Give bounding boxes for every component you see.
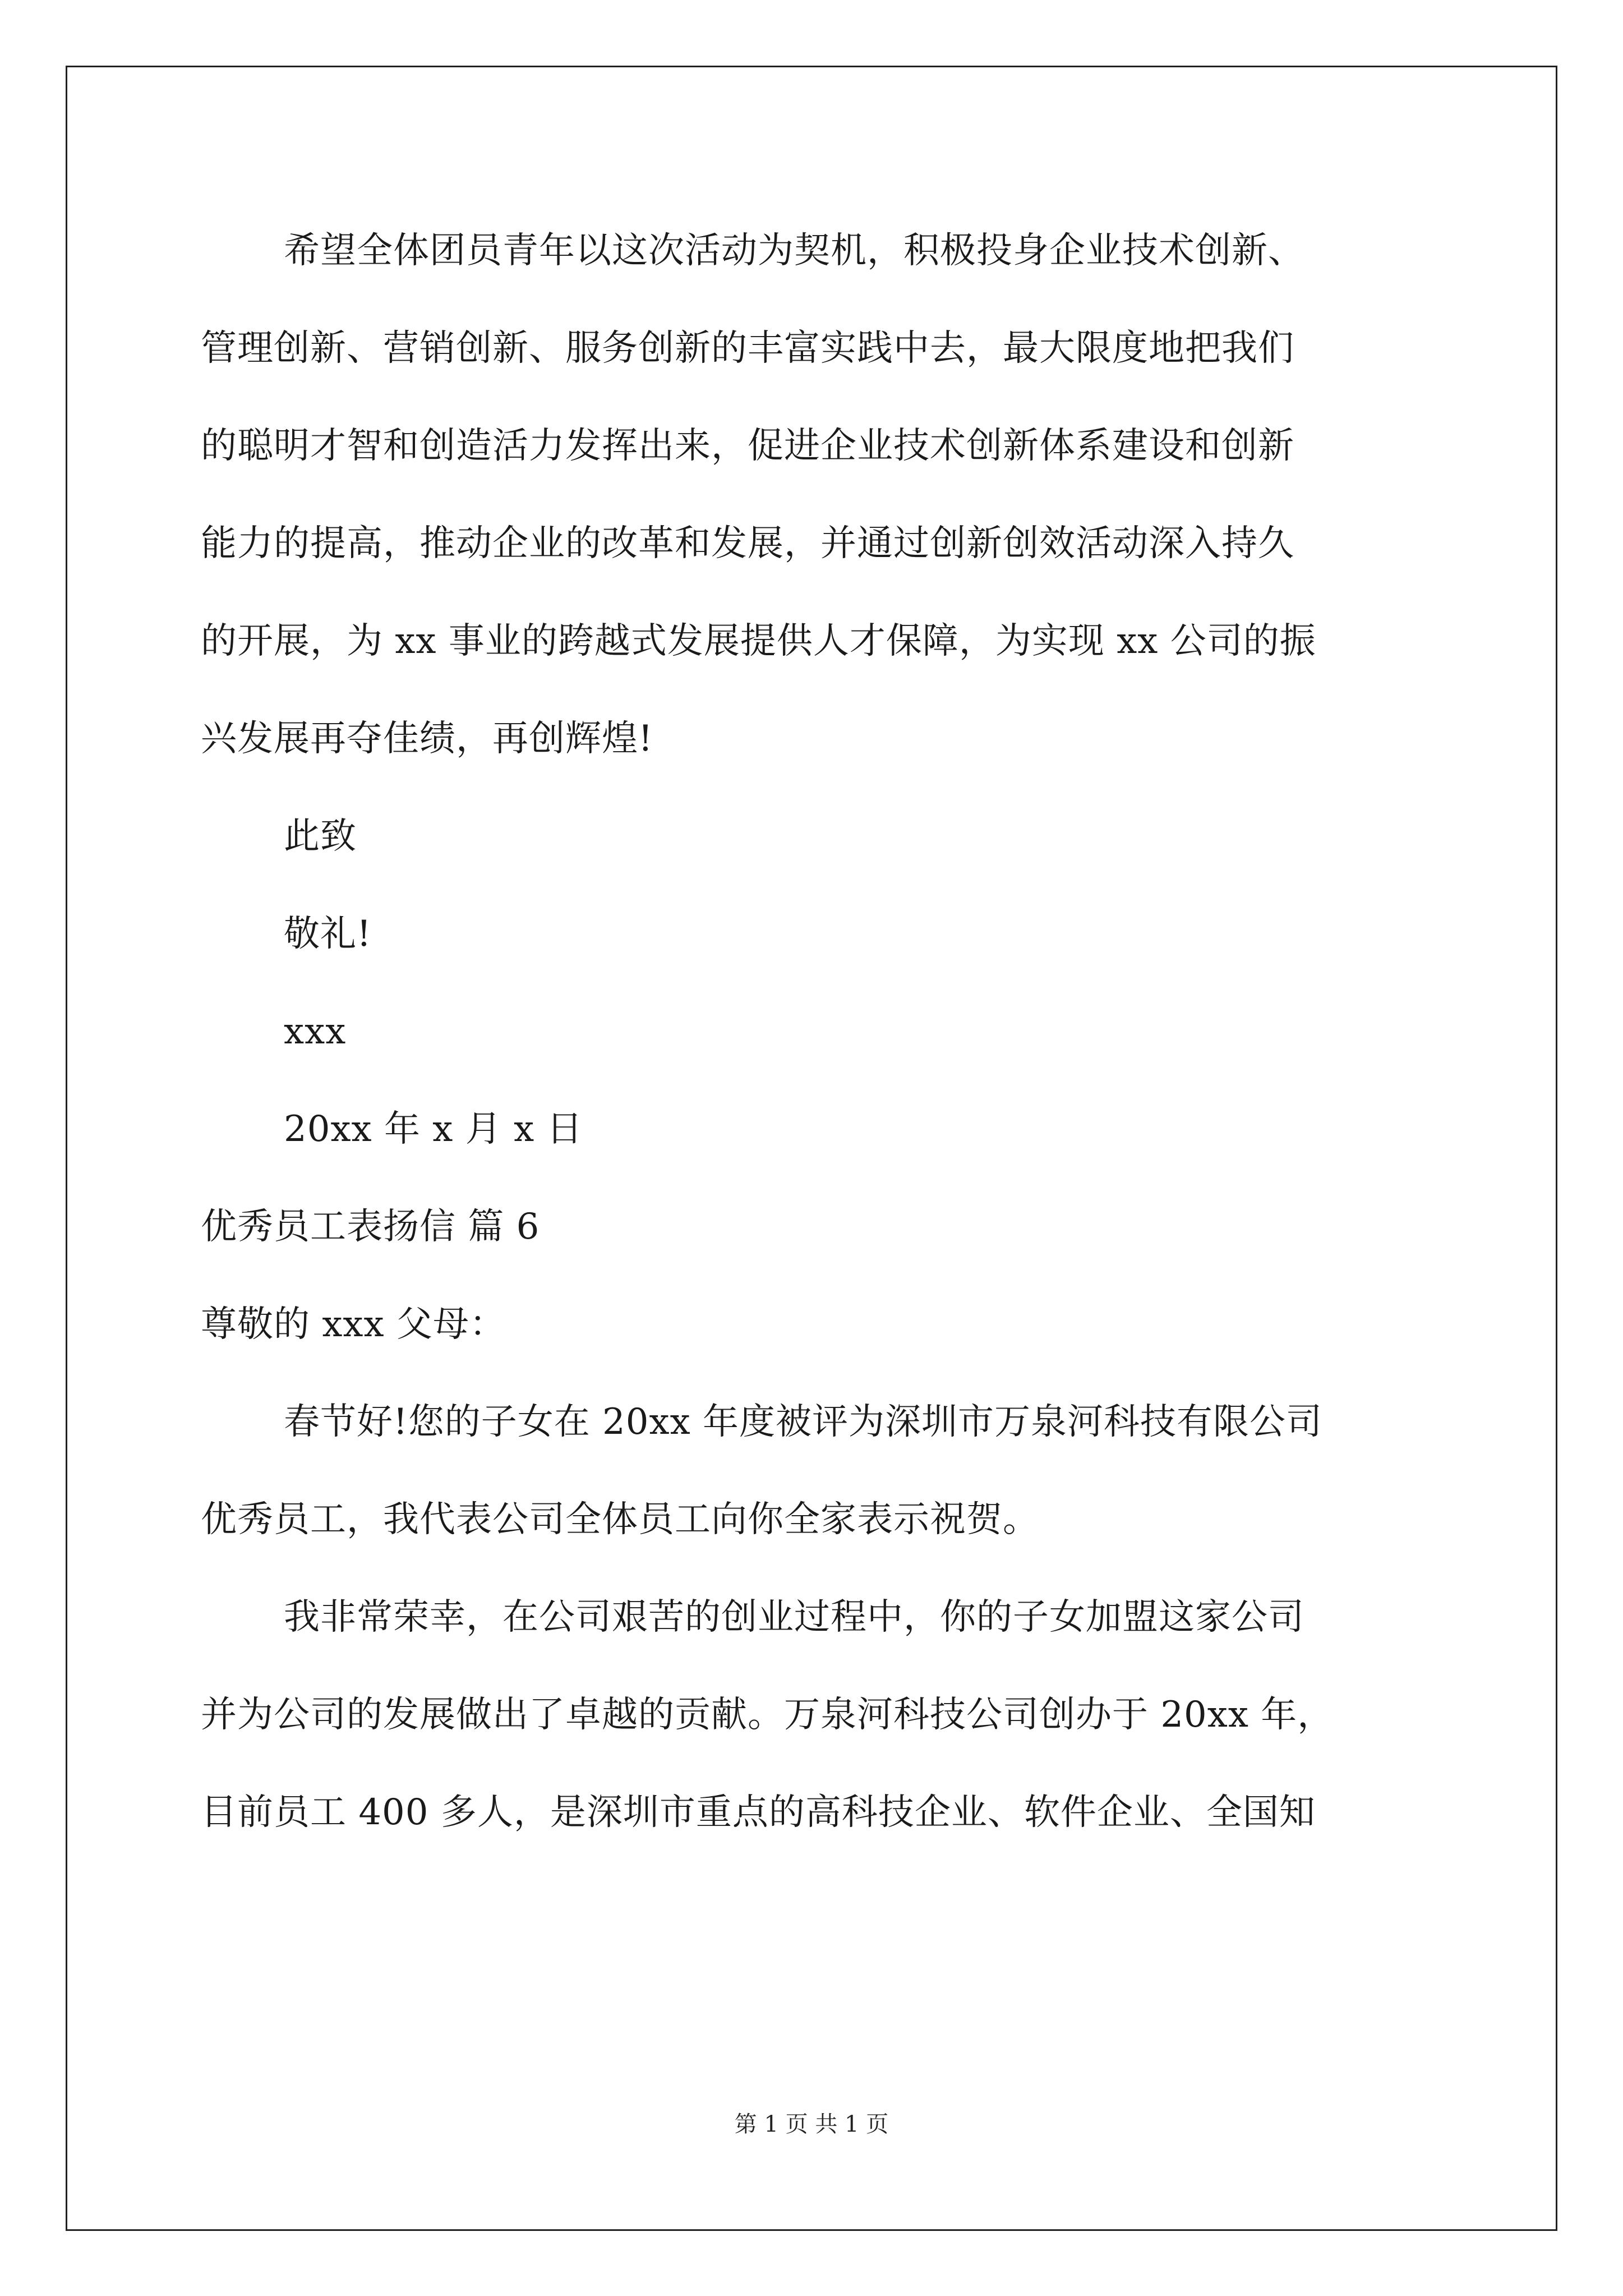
paragraph-closing-appeal <box>201 202 1423 788</box>
text-line: 兴发展再夺佳绩，再创辉煌! <box>201 718 653 760</box>
text-line: 我非常荣幸，在公司艰苦的创业过程中，你的子女加盟这家公司 <box>284 1596 1304 1638</box>
text-line: 并为公司的发展做出了卓越的贡献。万泉河科技公司创办于 20xx 年， <box>201 1694 1334 1736</box>
text-line: 的开展，为 xx 事业的跨越式发展提供人才保障，为实现 xx 公司的振 <box>201 620 1316 662</box>
letter-greeting: 尊敬的 xxx 父母： <box>201 1304 506 1345</box>
text-line: 管理创新、营销创新、服务创新的丰富实践中去，最大限度地把我们 <box>201 328 1294 369</box>
text-line: 春节好!您的子女在 20xx 年度被评为深圳市万泉河科技有限公司 <box>284 1401 1323 1443</box>
section-heading: 优秀员工表扬信 篇 6 <box>201 1206 540 1248</box>
page-number-footer: 第 1 页 共 1 页 <box>734 2111 889 2137</box>
text-line: 能力的提高，推动企业的改革和发展，并通过创新创效活动深入持久 <box>201 523 1294 564</box>
paragraph-company-intro <box>201 1568 1423 1861</box>
text-line: 优秀员工，我代表公司全体员工向你全家表示祝贺。 <box>201 1499 1039 1540</box>
closing-salutation: 此致 <box>284 816 357 857</box>
paragraph-congratulation <box>201 1373 1423 1568</box>
text-line: 的聪明才智和创造活力发挥出来，促进企业技术创新体系建设和创新 <box>201 425 1294 467</box>
signature-name: xxx <box>284 1011 347 1052</box>
signature-date: 20xx 年 x 月 x 日 <box>284 1108 583 1150</box>
text-line: 目前员工 400 多人，是深圳市重点的高科技企业、软件企业、全国知 <box>201 1792 1316 1833</box>
text-line: 希望全体团员青年以这次活动为契机，积极投身企业技术创新、 <box>284 230 1304 272</box>
closing-regards: 敬礼! <box>284 913 372 955</box>
document-body <box>201 202 1423 1861</box>
